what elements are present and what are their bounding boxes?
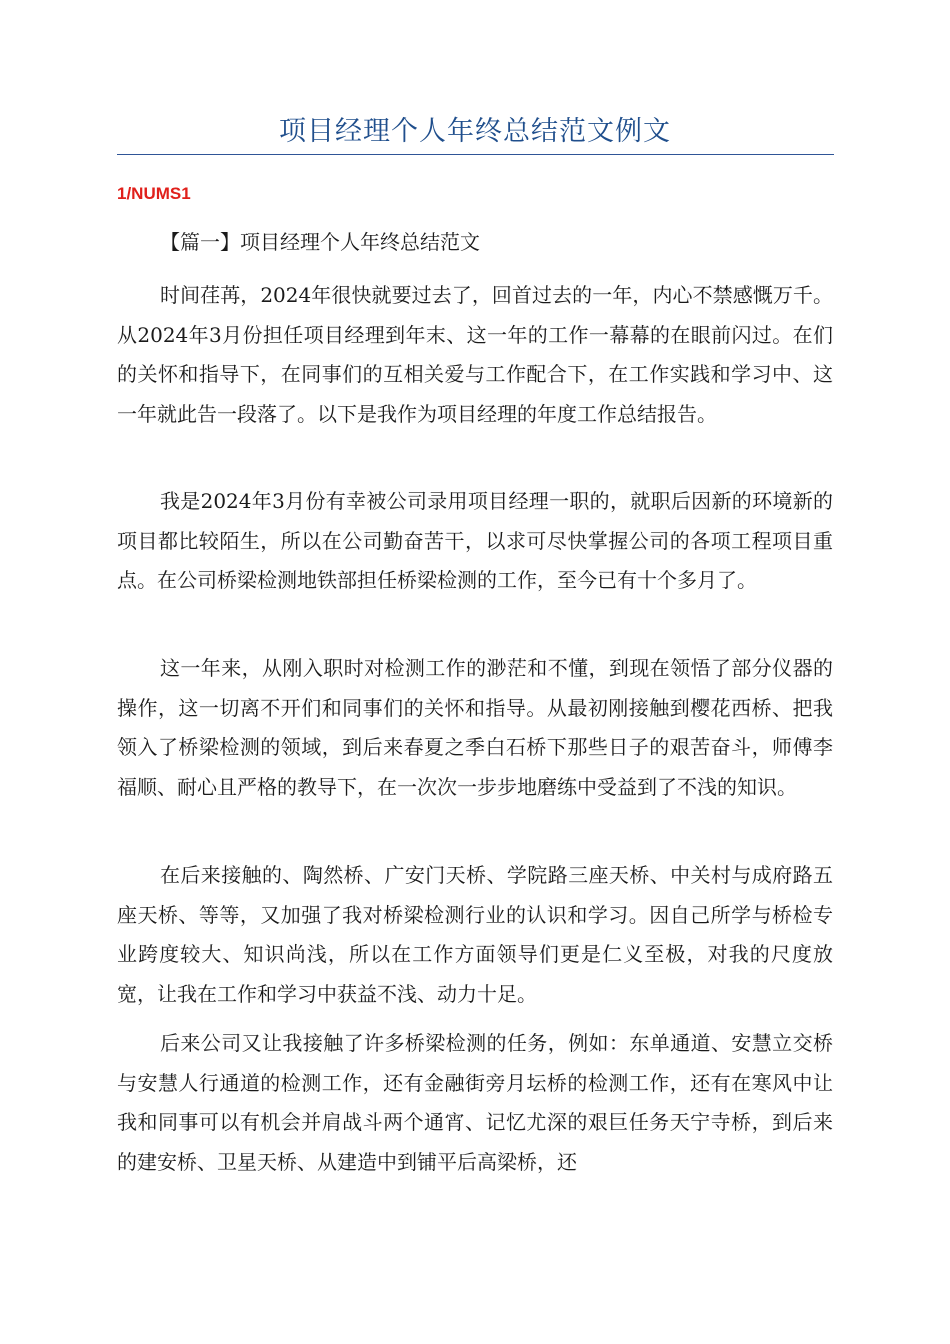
section-heading: 【篇一】项目经理个人年终总结范文 bbox=[160, 230, 480, 254]
page-marker: 1/NUMS1 bbox=[117, 184, 191, 203]
paragraph-4: 在后来接触的、陶然桥、广安门天桥、学院路三座天桥、中关村与成府路五座天桥、等等，又加强了我对桥梁检测行业的认识和学习。因自己所学与桥检专业跨度较大、知识尚浅，所以在工作方面领导们更是仁义至极，对我的尺度放宽，让我在工作和学习中获益不浅、动力十足。 bbox=[117, 863, 833, 1006]
paragraph-3: 这一年来，从刚入职时对检测工作的渺茫和不懂，到现在领悟了部分仪器的操作，这一切离不开们和同事们的关怀和指导。从最初刚接触到樱花西桥、把我领入了桥梁检测的领域，到后来春夏之季白石桥下那些日子的艰苦奋斗，师傅李福顺、耐心且严格的教导下，在一次次一步步地磨练中受益到了不浅的知识。 bbox=[117, 656, 833, 799]
paragraph-1: 时间荏苒，2024年很快就要过去了，回首过去的一年，内心不禁感慨万千。从2024年3月份担任项目经理到年末、这一年的工作一幕幕的在眼前闪过。在们的关怀和指导下，在同事们的互相关爱与工作配合下，在工作实践和学习中、这一年就此告一段落了。以下是我作为项目经理的年度工作总结报告。 bbox=[117, 283, 833, 426]
paragraph-2: 我是2024年3月份有幸被公司录用项目经理一职的，就职后因新的环境新的项目都比较陌生，所以在公司勤奋苦干，以求可尽快掌握公司的各项工程项目重点。在公司桥梁检测地铁部担任桥梁检测的工作，至今已有十个多月了。 bbox=[117, 489, 833, 592]
document-title: 项目经理个人年终总结范文例文 bbox=[279, 116, 671, 147]
paragraph-5: 后来公司又让我接触了许多桥梁检测的任务，例如：东单通道、安慧立交桥与安慧人行通道的检测工作，还有金融街旁月坛桥的检测工作，还有在寒风中让我和同事可以有机会并肩战斗两个通宵、记忆尤深的艰巨任务天宁寺桥，到后来的建安桥、卫星天桥、从建造中到铺平后高梁桥，还 bbox=[117, 1031, 833, 1174]
title-underline bbox=[117, 154, 834, 155]
